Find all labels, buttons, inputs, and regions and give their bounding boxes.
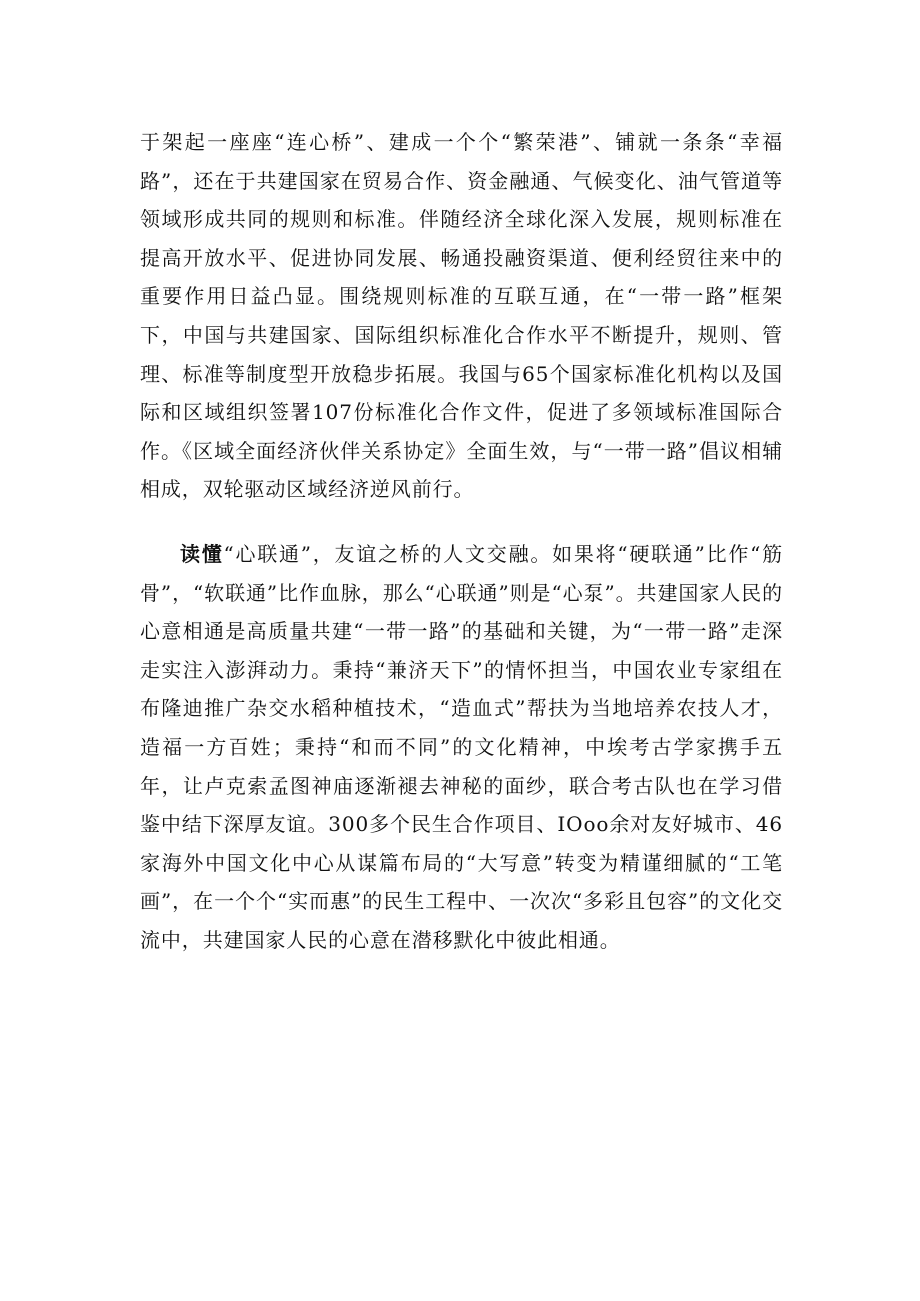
paragraph-people-connectivity (140, 535, 783, 960)
paragraph-text: “心联通”，友谊之桥的人文交融。如果将“硬联通”比作“筋骨”，“软联通”比作血脉，那么“心联通”则是“心泵”。共建国家人民的心意相通是高质量共建“一带一路”的基础和关键，为“一带一路”走深走实注入澎湃动力。秉持“兼济天下”的情怀担当，中国农业专家组在布隆迪推广杂交水稻种植技术，“造血式”帮扶为当地培养农技人才，造福一方百姓；秉持“和而不同”的文化精神，中埃考古学家携手五年，让卢克索孟图神庙逐渐褪去神秘的面纱，联合考古队也在学习借鉴中结下深厚友谊。300多个民生合作项目、IOoo余对友好城市、46家海外中国文化中心从谋篇布局的“大写意”转变为精谨细腻的“工笔画”，在一个个“实而惠”的民生工程中、一次次“多彩且包容”的文化交流中，共建国家人民的心意在潜移默化中彼此相通。 (140, 541, 783, 952)
paragraph-lead: 读懂 (180, 541, 224, 566)
paragraph-text: 于架起一座座“连心桥”、建成一个个“繁荣港”、铺就一条条“幸福路”，还在于共建国家在贸易合作、资金融通、气候变化、油气管道等领域形成共同的规则和标准。伴随经济全球化深入发展，规则标准在提高开放水平、促进协同发展、畅通投融资渠道、便利经贸往来中的重要作用日益凸显。围绕规则标准的互联互通，在“一带一路”框架下，中国与共建国家、国际组织标准化合作水平不断提升，规则、管理、标准等制度型开放稳步拓展。我国与65个国家标准化机构以及国际和区域组织签署107份标准化合作文件，促进了多领域标准国际合作。《区域全面经济伙伴关系协定》全面生效，与“一带一路”倡议相辅相成，双轮驱动区域经济逆风前行。 (140, 130, 783, 502)
paragraph-rules-standards (140, 123, 783, 509)
document-page (140, 123, 783, 959)
